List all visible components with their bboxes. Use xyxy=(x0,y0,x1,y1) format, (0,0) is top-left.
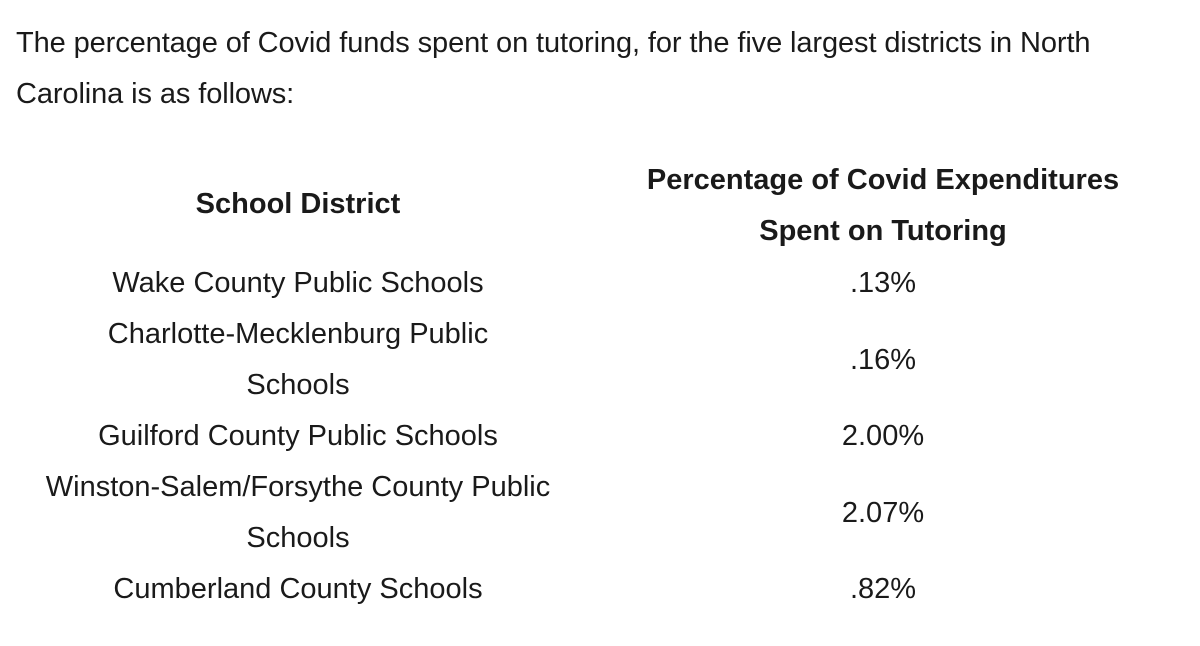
intro-paragraph: The percentage of Covid funds spent on tutoring, for the five largest districts in North Carolina is as follows: xyxy=(16,27,1091,110)
table-row xyxy=(28,411,1188,462)
table-row xyxy=(28,258,1188,309)
district-tutoring-table xyxy=(28,153,1188,615)
district-name: Wake County Public Schools xyxy=(112,267,484,299)
district-name xyxy=(28,462,568,564)
district-name: Cumberland County Schools xyxy=(113,573,483,605)
district-name: Guilford County Public Schools xyxy=(98,420,498,452)
percentage-value: .82% xyxy=(849,573,917,605)
table-row xyxy=(28,309,1188,411)
table-row xyxy=(28,564,1188,615)
header-percentage-text: Percentage of Covid Expenditures Spent on Tutoring xyxy=(646,163,1120,247)
header-percentage xyxy=(568,153,1188,258)
table-row xyxy=(28,462,1188,564)
percentage-value: 2.00% xyxy=(841,420,925,452)
header-school-district: School District xyxy=(195,188,401,220)
district-name-text: Charlotte-Mecklenburg Public Schools xyxy=(107,318,489,401)
percentage-value: .13% xyxy=(849,267,917,299)
percentage-value: .16% xyxy=(849,343,917,376)
district-name xyxy=(28,309,568,411)
table-header-row xyxy=(28,153,1188,258)
district-name-text: Winston-Salem/Forsythe County Public Schools xyxy=(45,471,551,554)
percentage-value: 2.07% xyxy=(841,496,925,529)
